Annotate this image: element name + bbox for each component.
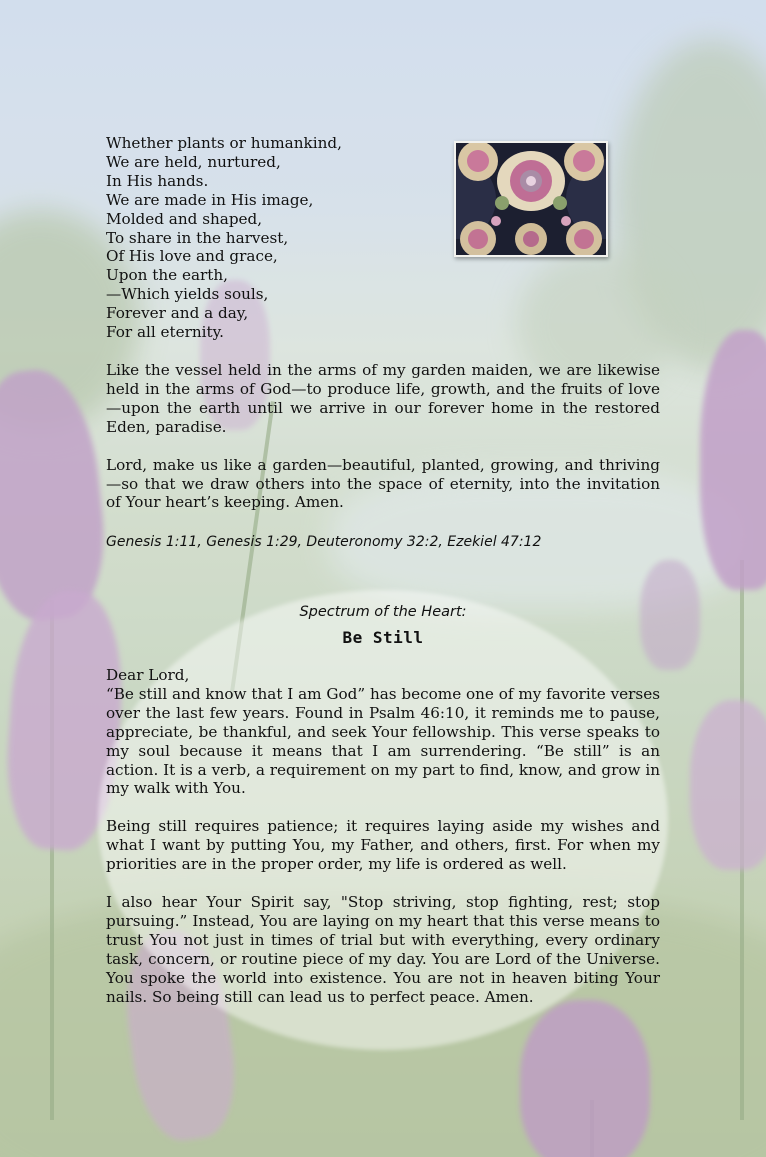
poem-line: Molded and shaped, bbox=[106, 209, 263, 228]
poem-line: In His hands. bbox=[106, 171, 209, 190]
poem-line: Whether plants or humankind, bbox=[106, 134, 342, 152]
poem-line: We are made in His image, bbox=[106, 190, 314, 209]
devotional-content bbox=[106, 134, 660, 550]
poem-line: To share in the harvest, bbox=[106, 228, 289, 247]
poem-line: Upon the earth, bbox=[106, 266, 228, 285]
poem-line: Forever and a day, bbox=[106, 304, 249, 323]
prayer-paragraph: Lord, make us like a garden—beautiful, planted, growing, and thriving—so that we draw others into the space of eternity, into the invitation of Your heart’s keeping. Amen. bbox=[106, 455, 660, 512]
letter-greeting: Dear Lord, bbox=[106, 666, 190, 684]
poem-line: Of His love and grace, bbox=[106, 247, 278, 266]
scripture-references: Genesis 1:11, Genesis 1:29, Deuteronomy 32:2, Ezekiel 47:12 bbox=[106, 534, 542, 551]
letter-paragraph: Being still requires patience; it requires laying aside my wishes and what I want by putting You, my Father, and others, first. For when my priorities are in the proper order, my life is ordered as well. bbox=[106, 817, 660, 874]
poem-line: We are held, nurtured, bbox=[106, 152, 281, 171]
poem-line: —Which yields souls, bbox=[106, 285, 269, 304]
section-subtitle: Spectrum of the Heart: bbox=[299, 604, 467, 620]
letter-paragraph: I also hear Your Spirit say, "Stop striving, stop fighting, rest; stop pursuing.” Instead, You are laying on my heart that this verse means to trust You not just in times of trial but with everything, every ordinary task, concern, or routine piece of my day. You are Lord of the Universe. You spoke the world into existence. You are not in heaven biting Your nails. So being still can lead us to perfect peace. Amen. bbox=[106, 893, 660, 1006]
letter-paragraph: “Be still and know that I am God” has become one of my favorite verses over the last few years. Found in Psalm 46:10, it reminds me to pause, appreciate, be thankful, and seek Your fellowship. This verse speaks to my soul because it means that I am surrendering. “Be still” is an action. It is a verb, a requirement on my part to find, know, and grow in my walk with You. bbox=[106, 684, 660, 798]
letter bbox=[106, 666, 660, 1007]
section-title: Be Still bbox=[342, 628, 424, 647]
poem bbox=[106, 134, 660, 342]
reflection-paragraph: Like the vessel held in the arms of my garden maiden, we are likewise held in the arms of God—to produce life, growth, and the fruits of love—upon the earth until we arrive in our forever home in the restored Eden, paradise. bbox=[106, 360, 660, 436]
poem-line: For all eternity. bbox=[106, 323, 225, 342]
